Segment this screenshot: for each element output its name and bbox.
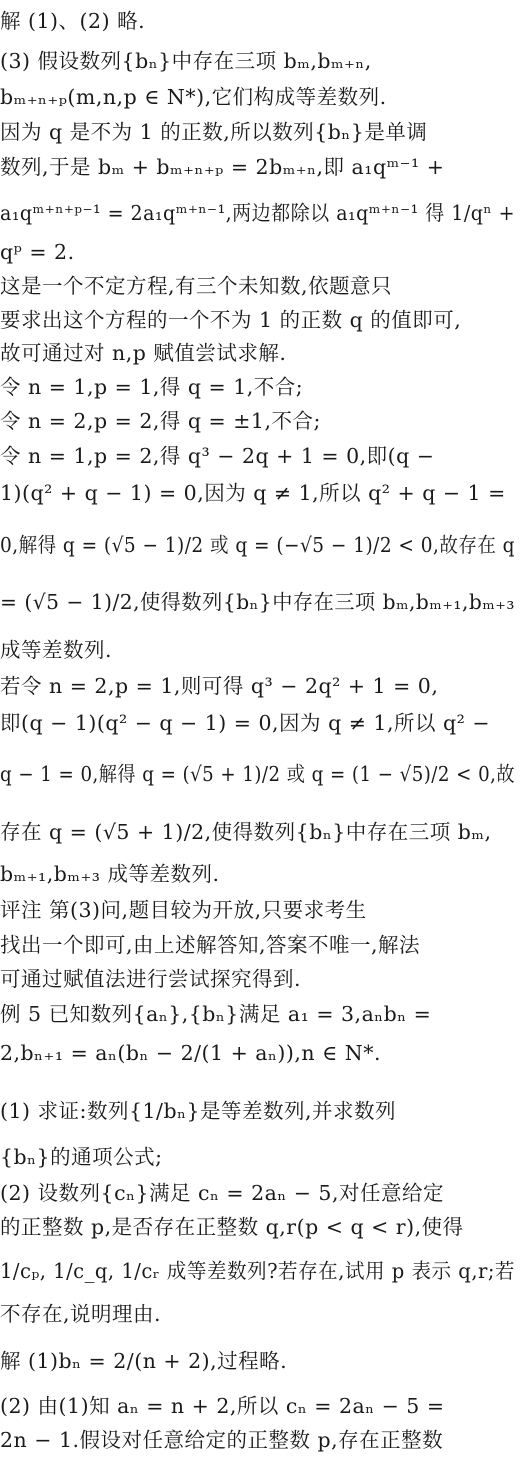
- text-line: 1)(q² + q − 1) = 0,因为 q ≠ 1,所以 q² + q − 1 =: [0, 481, 506, 505]
- text-line: 找出一个即可,由上述解答知,答案不唯一,解法: [0, 933, 421, 957]
- text-line: 若令 n = 2,p = 1,则可得 q³ − 2q² + 1 = 0,: [0, 674, 439, 698]
- text-line: (2) 由(1)知 aₙ = n + 2,所以 cₙ = 2aₙ − 5 =: [0, 1394, 445, 1418]
- text-line: (3) 假设数列{bₙ}中存在三项 bₘ,bₘ₊ₙ,: [0, 49, 372, 73]
- text-line: 评注 第(3)问,题目较为开放,只要求考生: [0, 898, 367, 922]
- text-line: 要求出这个方程的一个不为 1 的正数 q 的值即可,: [0, 308, 462, 332]
- text-line: 解 (1)、(2) 略.: [0, 9, 146, 33]
- text-line: 的正整数 p,是否存在正整数 q,r(p < q < r),使得: [0, 1215, 464, 1239]
- text-line: 0,解得 q = (√5 − 1)/2 或 q = (−√5 − 1)/2 < 0,故存在 q: [0, 533, 515, 557]
- text-line: 令 n = 1,p = 1,得 q = 1,不合;: [0, 375, 304, 399]
- text-line: 因为 q 是不为 1 的正数,所以数列{bₙ}是单调: [0, 120, 428, 144]
- text-line: (1) 求证:数列{1/bₙ}是等差数列,并求数列: [0, 1099, 397, 1123]
- text-line: qᵖ = 2.: [0, 240, 75, 264]
- text-line: 令 n = 2,p = 2,得 q = ±1,不合;: [0, 409, 321, 433]
- text-line: 不存在,说明理由.: [0, 1302, 162, 1326]
- text-line: 可通过赋值法进行尝试探究得到.: [0, 967, 302, 991]
- text-line: 1/cₚ, 1/c_q, 1/cᵣ 成等差数列?若存在,试用 p 表示 q,r;若: [0, 1259, 515, 1283]
- text-line: 故可通过对 n,p 赋值尝试求解.: [0, 341, 287, 365]
- text-line: 成等差数列.: [0, 638, 113, 662]
- text-line: bₘ₊ₙ₊ₚ(m,n,p ∈ N*),它们构成等差数列.: [0, 85, 387, 109]
- text-line: 即(q − 1)(q² − q − 1) = 0,因为 q ≠ 1,所以 q² −: [0, 711, 491, 735]
- text-line: q − 1 = 0,解得 q = (√5 + 1)/2 或 q = (1 − √5)/2 < 0,故: [0, 762, 515, 786]
- text-line: 例 5 已知数列{aₙ},{bₙ}满足 a₁ = 3,aₙbₙ =: [0, 1002, 432, 1026]
- text-line: 这是一个不定方程,有三个未知数,依题意只: [0, 274, 393, 298]
- text-line: 解 (1)bₙ = 2/(n + 2),过程略.: [0, 1349, 288, 1373]
- text-line: 存在 q = (√5 + 1)/2,使得数列{bₙ}中存在三项 bₘ,: [0, 820, 492, 844]
- text-line: 令 n = 1,p = 2,得 q³ − 2q + 1 = 0,即(q −: [0, 444, 435, 468]
- text-line: = (√5 − 1)/2,使得数列{bₙ}中存在三项 bₘ,bₘ₊₁,bₘ₊₃: [0, 590, 515, 614]
- text-line: 数列,于是 bₘ + bₘ₊ₙ₊ₚ = 2bₘ₊ₙ,即 a₁qᵐ⁻¹ +: [0, 155, 445, 179]
- text-line: 2,bₙ₊₁ = aₙ(bₙ − 2/(1 + aₙ)),n ∈ N*.: [0, 1041, 382, 1065]
- text-line: 2n − 1.假设对任意给定的正整数 p,存在正整数: [0, 1428, 444, 1452]
- text-line: {bₙ}的通项公式;: [0, 1145, 163, 1169]
- text-line: (2) 设数列{cₙ}满足 cₙ = 2aₙ − 5,对任意给定: [0, 1181, 444, 1205]
- text-line: bₘ₊₁,bₘ₊₃ 成等差数列.: [0, 862, 220, 886]
- text-line: a₁qᵐ⁺ⁿ⁺ᵖ⁻¹ = 2a₁qᵐ⁺ⁿ⁻¹,两边都除以 a₁qᵐ⁺ⁿ⁻¹ 得 1/qⁿ +: [0, 201, 515, 225]
